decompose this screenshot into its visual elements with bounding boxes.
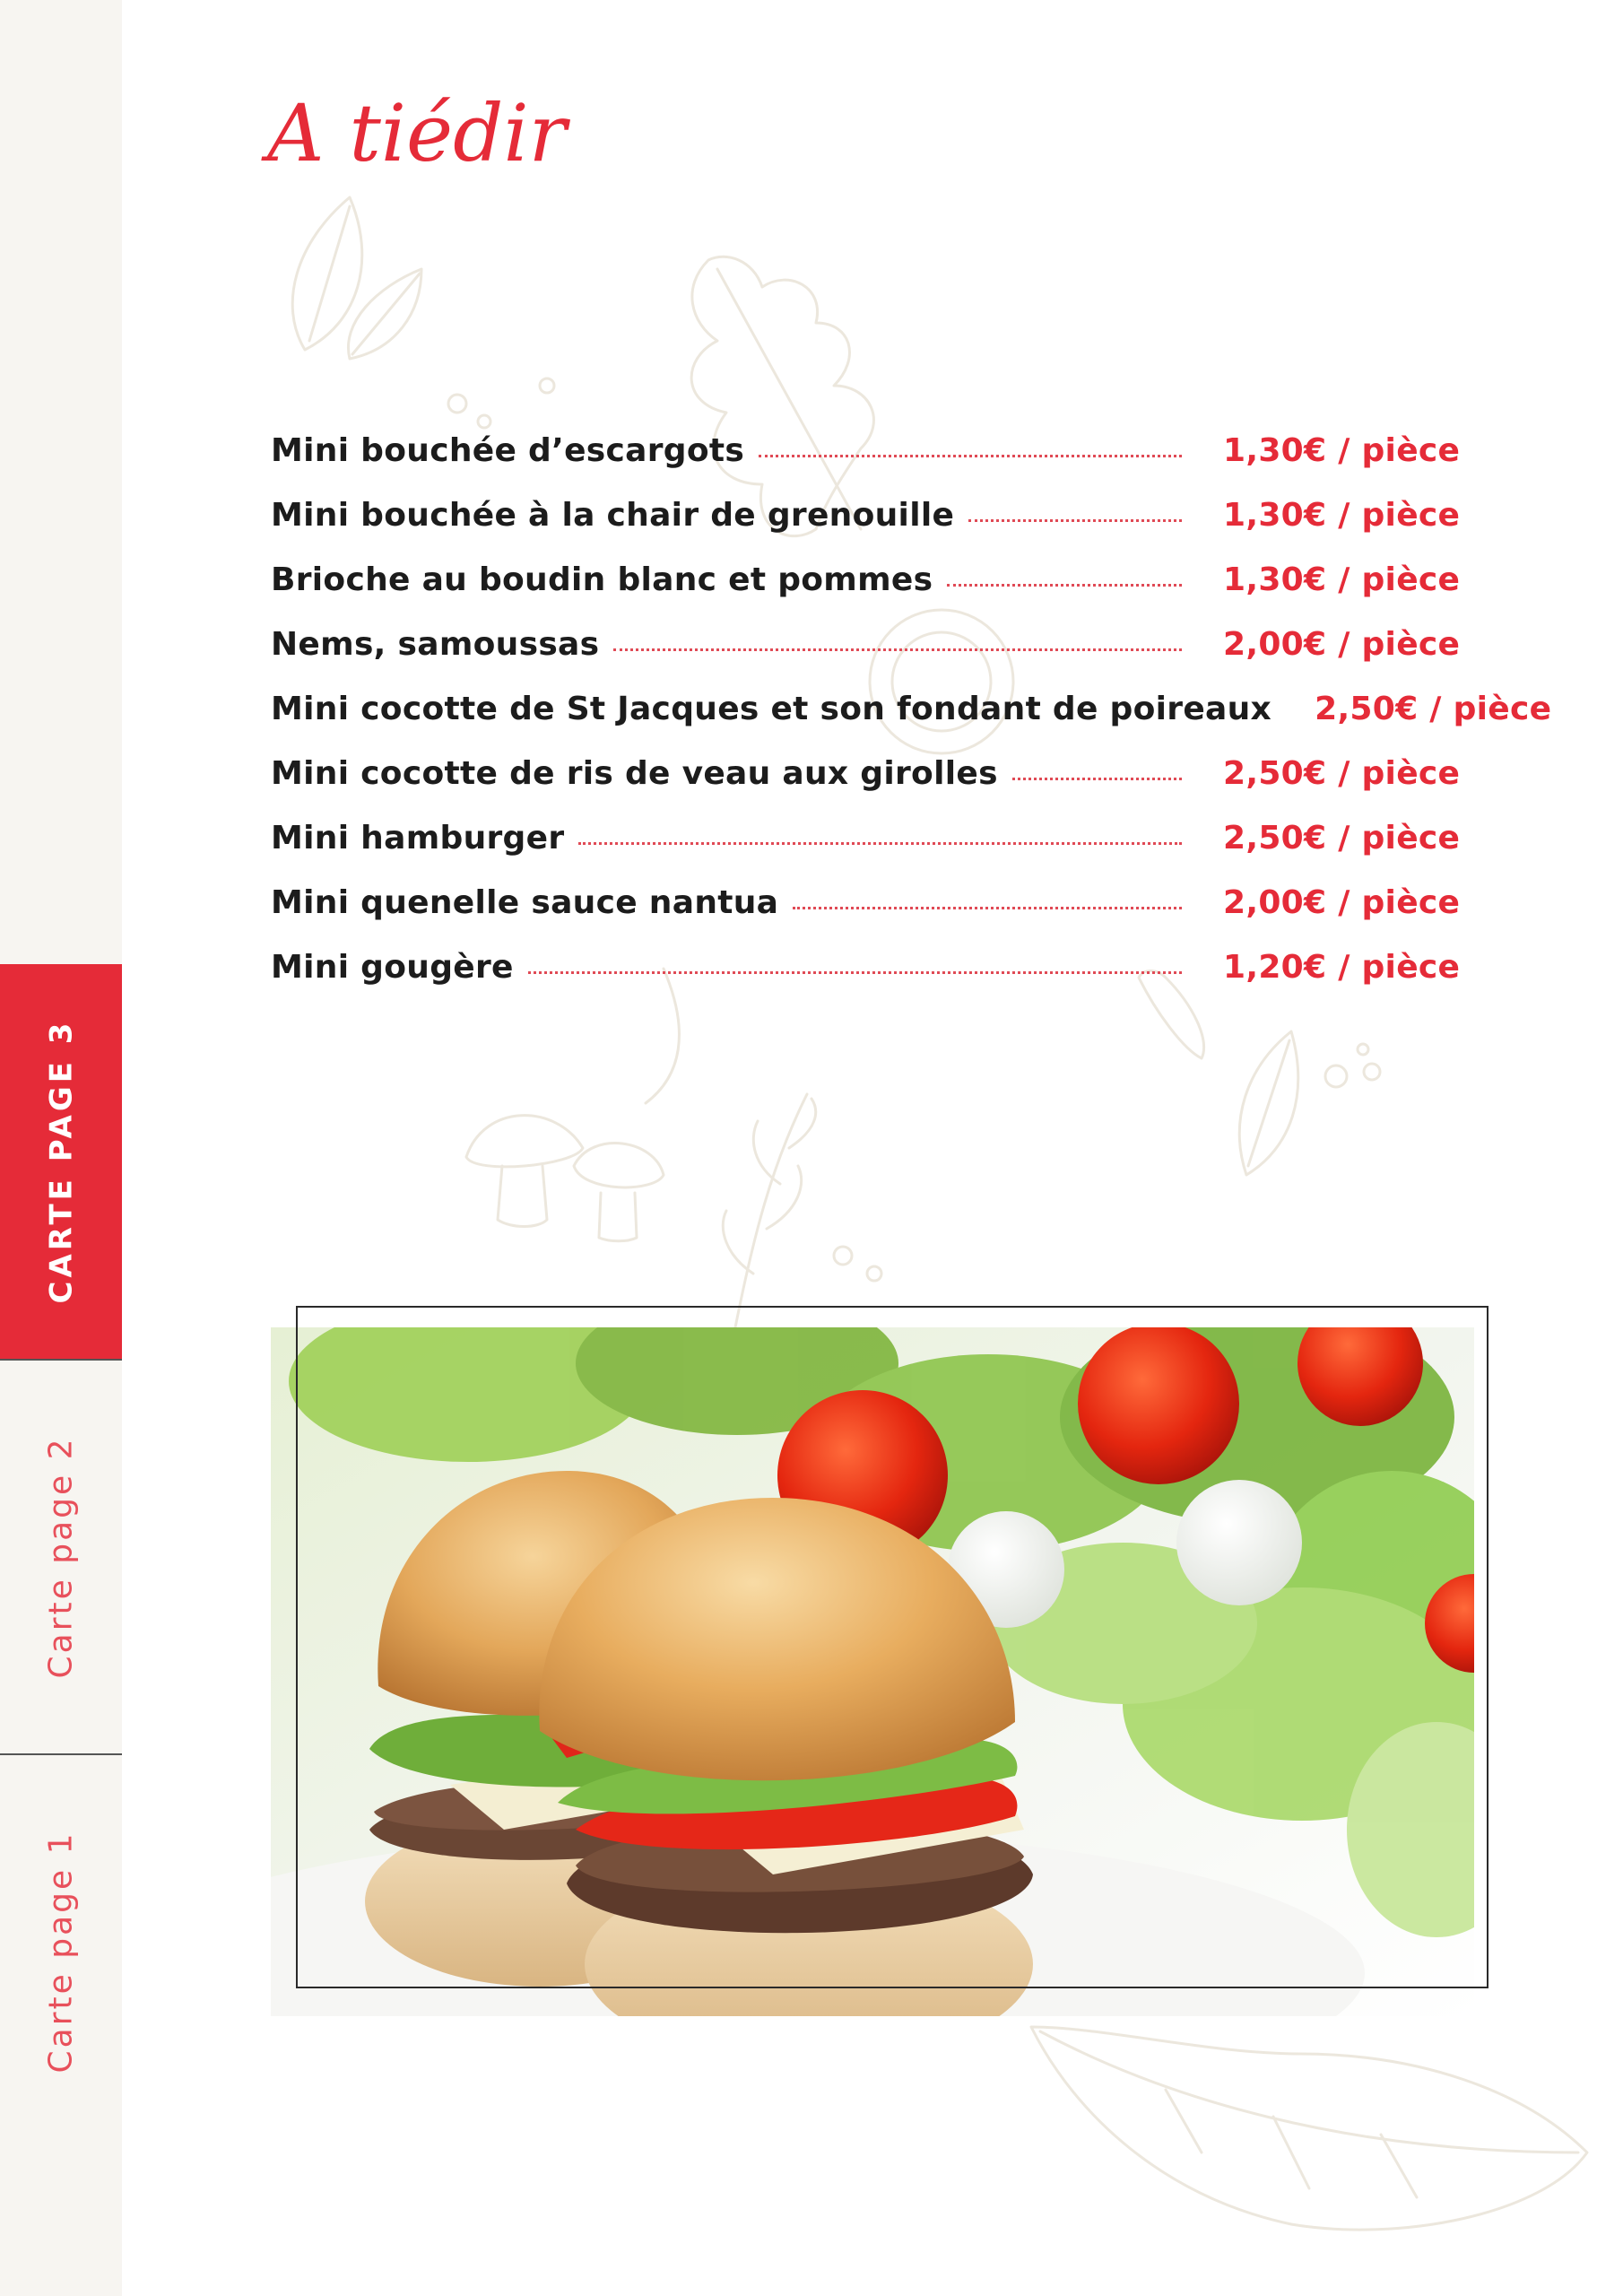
dotted-leader [968, 519, 1182, 522]
dotted-leader [1012, 778, 1182, 780]
menu-item [271, 626, 1461, 691]
tab-carte-page-1[interactable] [0, 1753, 122, 2148]
tab-carte-page-3[interactable] [0, 964, 122, 1359]
menu-item-price: 2,00€ / pièce [1223, 884, 1461, 921]
menu-item-name: Mini quenelle sauce nantua [271, 884, 779, 921]
menu-item-name: Mini gougère [271, 949, 514, 986]
dotted-leader [947, 584, 1182, 587]
menu-item [271, 884, 1461, 949]
sidebar [0, 0, 122, 2296]
menu-item-price: 2,00€ / pièce [1223, 626, 1461, 663]
menu-item-name: Mini bouchée d’escargots [271, 432, 745, 469]
page-title: A tiédir [267, 87, 567, 179]
menu-item [271, 820, 1461, 884]
menu-item [271, 949, 1461, 1013]
dotted-leader [759, 455, 1182, 457]
menu-item-price: 2,50€ / pièce [1315, 691, 1552, 727]
menu-item [271, 755, 1461, 820]
tab-label-carte-page-1: Carte page 1 [42, 1831, 80, 2073]
dotted-leader [528, 971, 1182, 974]
menu-item-price: 2,50€ / pièce [1223, 755, 1461, 792]
menu-item-price: 1,20€ / pièce [1223, 949, 1461, 986]
menu-item-price: 1,30€ / pièce [1223, 497, 1461, 534]
menu-item-name: Mini cocotte de St Jacques et son fondant de poireaux [271, 691, 1272, 727]
tab-carte-page-2[interactable] [0, 1359, 122, 1753]
menu-item-name: Mini cocotte de ris de veau aux girolles [271, 755, 998, 792]
menu-item-price: 2,50€ / pièce [1223, 820, 1461, 857]
menu-item-price: 1,30€ / pièce [1223, 561, 1461, 598]
menu-item-name: Mini bouchée à la chair de grenouille [271, 497, 955, 534]
menu-list [271, 432, 1552, 1013]
menu-item [271, 561, 1461, 626]
dotted-leader [578, 842, 1182, 845]
tab-label-carte-page-2: Carte page 2 [42, 1436, 80, 1678]
menu-item [271, 432, 1461, 497]
photo-frame [296, 1306, 1488, 1988]
menu-item-name: Mini hamburger [271, 820, 565, 857]
menu-item-price: 1,30€ / pièce [1223, 432, 1461, 469]
dotted-leader [793, 907, 1182, 909]
tab-label-carte-page-3: CARTE PAGE 3 [43, 1019, 80, 1304]
menu-item-name: Nems, samoussas [271, 626, 600, 663]
menu-item [271, 497, 1461, 561]
menu-item-name: Brioche au boudin blanc et pommes [271, 561, 933, 598]
dotted-leader [613, 648, 1182, 651]
menu-item [271, 691, 1552, 755]
